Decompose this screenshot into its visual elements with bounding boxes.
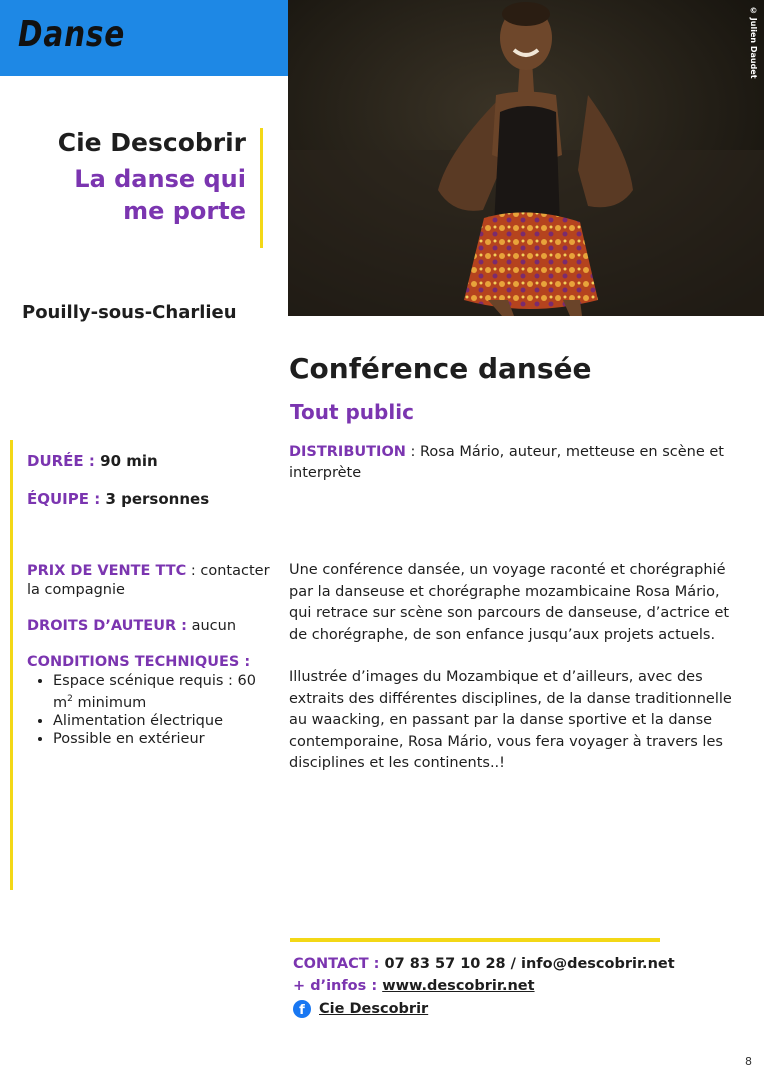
duration-value: 90 min xyxy=(100,452,158,470)
conditions-item-superscript: 2 xyxy=(67,694,73,704)
duration-fact xyxy=(27,452,158,470)
facebook-link[interactable]: Cie Descobrir xyxy=(319,1001,429,1017)
website-link[interactable]: www.descobrir.net xyxy=(382,978,535,994)
contact-accent-rule xyxy=(290,938,660,942)
website-label: + d’infos : xyxy=(293,978,378,994)
title-block xyxy=(58,128,246,227)
company-name: Cie Descobrir xyxy=(57,128,246,157)
category-title: Danse xyxy=(18,14,126,55)
contact-value: 07 83 57 10 28 / info@descobrir.net xyxy=(379,956,675,972)
sidebar-accent-rule xyxy=(10,440,13,890)
performer-photo xyxy=(288,0,764,316)
description-paragraph: Illustrée d’images du Mozambique et d’ailleurs, avec des extraits des différentes disciplines, de la danse traditionnelle au waacking, en passant par la danse sportive et la danse contemporaine, Rosa Mário, vous fera voyager à travers les disciplines et les continents..! xyxy=(289,669,732,771)
event-description xyxy=(289,560,739,796)
conditions-item-text: Espace scénique requis : 60 m xyxy=(53,673,256,711)
conditions-item-text-end: minimum xyxy=(72,694,147,711)
rights-fact xyxy=(27,618,236,634)
team-label: ÉQUIPE : xyxy=(27,490,101,508)
show-title-line-1: La danse qui xyxy=(74,165,246,193)
conditions-label: CONDITIONS TECHNIQUES : xyxy=(27,654,251,670)
distribution-credit xyxy=(289,442,729,484)
description-paragraph: Une conférence dansée, un voyage raconté et chorégraphié par la danseuse et chorégraphe mozambicaine Rosa Mário, qui retrace sur scène son parcours de danseuse, d’actrice et de chorégraphe, de son enfance jusqu’aux projets actuels. xyxy=(289,562,730,643)
company-city: Pouilly-sous-Charlieu xyxy=(22,302,237,323)
website-line xyxy=(293,975,675,997)
conditions-item: • Possible en extérieur xyxy=(53,730,277,748)
contact-line xyxy=(293,953,675,975)
distribution-label: DISTRIBUTION xyxy=(289,444,406,460)
facebook-row xyxy=(293,1000,428,1018)
conditions-item: • Alimentation électrique xyxy=(53,712,277,730)
show-title xyxy=(58,163,246,227)
page-number: 8 xyxy=(745,1055,752,1068)
conditions-list xyxy=(27,672,277,748)
contact-label: CONTACT : xyxy=(293,956,380,972)
facebook-icon: f xyxy=(293,1000,311,1018)
price-label: PRIX DE VENTE TTC xyxy=(27,563,187,579)
event-audience: Tout public xyxy=(290,400,414,424)
photo-credit: © Julien Daudet xyxy=(749,6,758,79)
technical-conditions xyxy=(27,654,277,748)
distribution-value: : Rosa Mário, auteur, metteuse en scène et interprète xyxy=(289,444,724,481)
title-accent-rule xyxy=(260,128,263,248)
duration-label: DURÉE : xyxy=(27,452,95,470)
price-value: : contacter la compagnie xyxy=(27,563,270,598)
conditions-item xyxy=(53,672,277,712)
contact-block xyxy=(293,953,675,997)
show-title-line-2: me porte xyxy=(123,197,246,225)
rights-label: DROITS D’AUTEUR : xyxy=(27,618,187,634)
event-title: Conférence dansée xyxy=(289,352,592,385)
price-fact xyxy=(27,562,277,600)
team-value: 3 personnes xyxy=(105,490,210,508)
team-fact xyxy=(27,490,209,508)
dancer-illustration xyxy=(288,0,764,316)
rights-value: aucun xyxy=(186,618,237,634)
